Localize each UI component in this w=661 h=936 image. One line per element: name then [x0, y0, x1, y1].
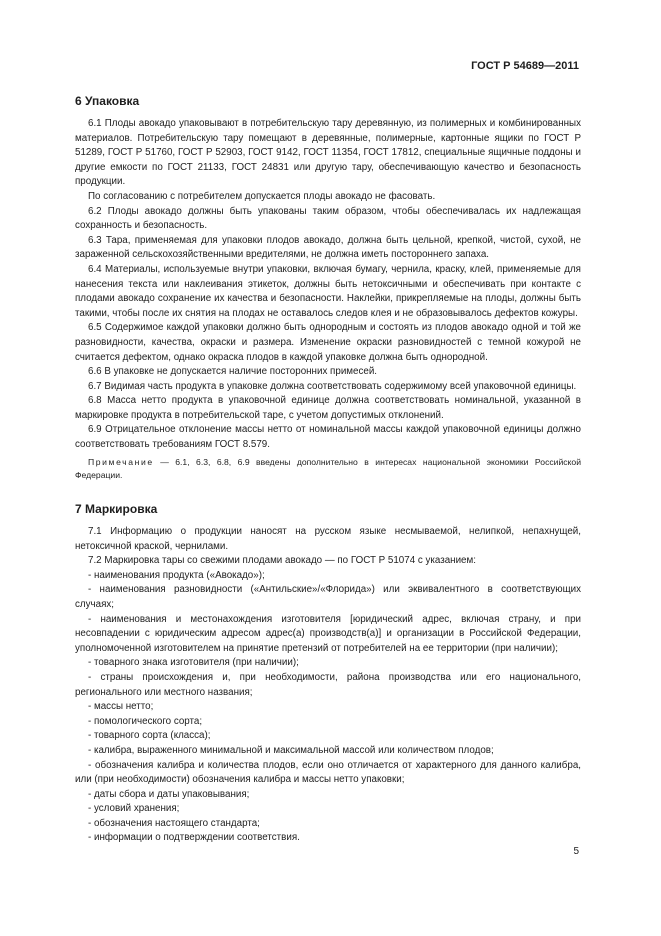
- list-item: - помологического сорта;: [88, 715, 203, 727]
- note-text: — 6.1, 6.3, 6.8, 6.9 введены дополнительно в интересах национальной экономики Российской Федерации.: [75, 456, 581, 480]
- paragraph-6-1-note: По согласованию с потребителем допускается плоды авокадо не фасовать.: [88, 190, 436, 202]
- section-7-body: [75, 525, 581, 846]
- paragraph-7-1: 7.1 Информацию о продукции наносят на русском языке несмываемой, нелипкой, непахнущей, нетоксичной краской, чернилами.: [75, 526, 581, 552]
- paragraph-6-2: 6.2 Плоды авокадо должны быть упакованы таким образом, чтобы обеспечивалась их надлежащая сохранность и безопасность.: [75, 205, 581, 232]
- note-label: Примечание: [88, 456, 154, 467]
- paragraph-6-4: 6.4 Материалы, используемые внутри упаковки, включая бумагу, чернила, краску, клей, применяемые для нанесения текста или наклеивания этикеток, должны быть нетоксичными и обеспечивать при контакте с плодами авокадо сохранение их качества и безопасности. Наклейки, прикрепляемые на плоды, должны быть такими, чтобы после их снятия на плодах не оставалось следов клея и не образовывалось дефектов кожуры.: [75, 263, 581, 319]
- list-item: - информации о подтверждении соответствия.: [88, 832, 300, 844]
- paragraph-6-5: 6.5 Содержимое каждой упаковки должно быть однородным и состоять из плодов авокадо одной и той же разновидности, качества, окраски и размера. Изменение окраски разновидностей с темной кожурой не считается дефектом, однако окраска плодов в каждой упаковке должна быть однородной.: [75, 322, 581, 363]
- list-item: - страны происхождения и, при необходимости, района производства или его национального, регионального или местного названия;: [75, 671, 581, 698]
- section-6-body: [75, 117, 581, 482]
- list-item: - наименования разновидности («Антильские»/«Флорида») или эквивалентного в соответствующих случаях;: [75, 584, 581, 610]
- list-item: - условий хранения;: [88, 803, 180, 815]
- section-7-title: 7 Маркировка: [75, 502, 158, 516]
- page-number: 5: [573, 846, 579, 857]
- paragraph-6-3: 6.3 Тара, применяемая для упаковки плодов авокадо, должна быть цельной, крепкой, чистой, сухой, не зараженной сельскохозяйственными вредителями, не должна иметь постороннего запаха.: [75, 234, 581, 261]
- paragraph-6-8: 6.8 Масса нетто продукта в упаковочной единице должна соответствовать номинальной, указанной в маркировке продукта в потребительской таре, с учетом допустимых отклонений.: [75, 395, 581, 421]
- list-item: - наименования продукта («Авокадо»);: [88, 569, 265, 581]
- list-item: - обозначения настоящего стандарта;: [88, 817, 260, 829]
- list-item: - массы нетто;: [88, 701, 154, 713]
- paragraph-6-1: 6.1 Плоды авокадо упаковывают в потребительскую тару деревянную, из полимерных и комбинированных материалов. Потребительскую тару помещают в деревянные, полимерные, картонные ящики по ГОСТ Р 51289, ГОСТ Р 51760, ГОСТ Р 52903, ГОСТ 9142, ГОСТ 11354, ГОСТ 17812, специальные ящичные поддоны и другие емкости по ГОСТ 21133, ГОСТ 24831 или другую тару, обеспечивающую качество и безопасность продукции.: [75, 118, 581, 188]
- list-item: - даты сбора и даты упаковывания;: [88, 788, 250, 800]
- list-item: - обозначения калибра и количества плодов, если оно отличается от характерного для данного калибра, или (при необходимости) обозначения калибра и массы нетто упаковки;: [75, 759, 581, 786]
- paragraph-6-6: 6.6 В упаковке не допускается наличие посторонних примесей.: [88, 366, 378, 378]
- list-item: - калибра, выраженного минимальной и максимальной массой или количеством плодов;: [88, 744, 494, 756]
- list-item: - товарного знака изготовителя (при наличии);: [88, 657, 299, 669]
- paragraph-6-7: 6.7 Видимая часть продукта в упаковке должна соответствовать содержимому всей упаковочной единицы.: [88, 380, 577, 392]
- note: [75, 456, 581, 482]
- paragraph-7-2: 7.2 Маркировка тары со свежими плодами авокадо — по ГОСТ Р 51074 с указанием:: [88, 555, 476, 567]
- section-6-title: 6 Упаковка: [75, 94, 140, 108]
- paragraph-6-9: 6.9 Отрицательное отклонение массы нетто от номинальной массы каждой упаковочной единицы должно соответствовать требованиям ГОСТ 8.579.: [75, 424, 581, 451]
- list-item: - товарного сорта (класса);: [88, 730, 211, 742]
- document-id: ГОСТ Р 54689—2011: [471, 60, 579, 72]
- list-item: - наименования и местонахождения изготовителя [юридический адрес, включая страну, и при несовпадении с юридическим адресом адрес(а) производств(а)] и организации в Российской Федерации, уполномоченной изготовителем на принятие претензий от потребителей на ее территории (при наличии);: [75, 613, 581, 654]
